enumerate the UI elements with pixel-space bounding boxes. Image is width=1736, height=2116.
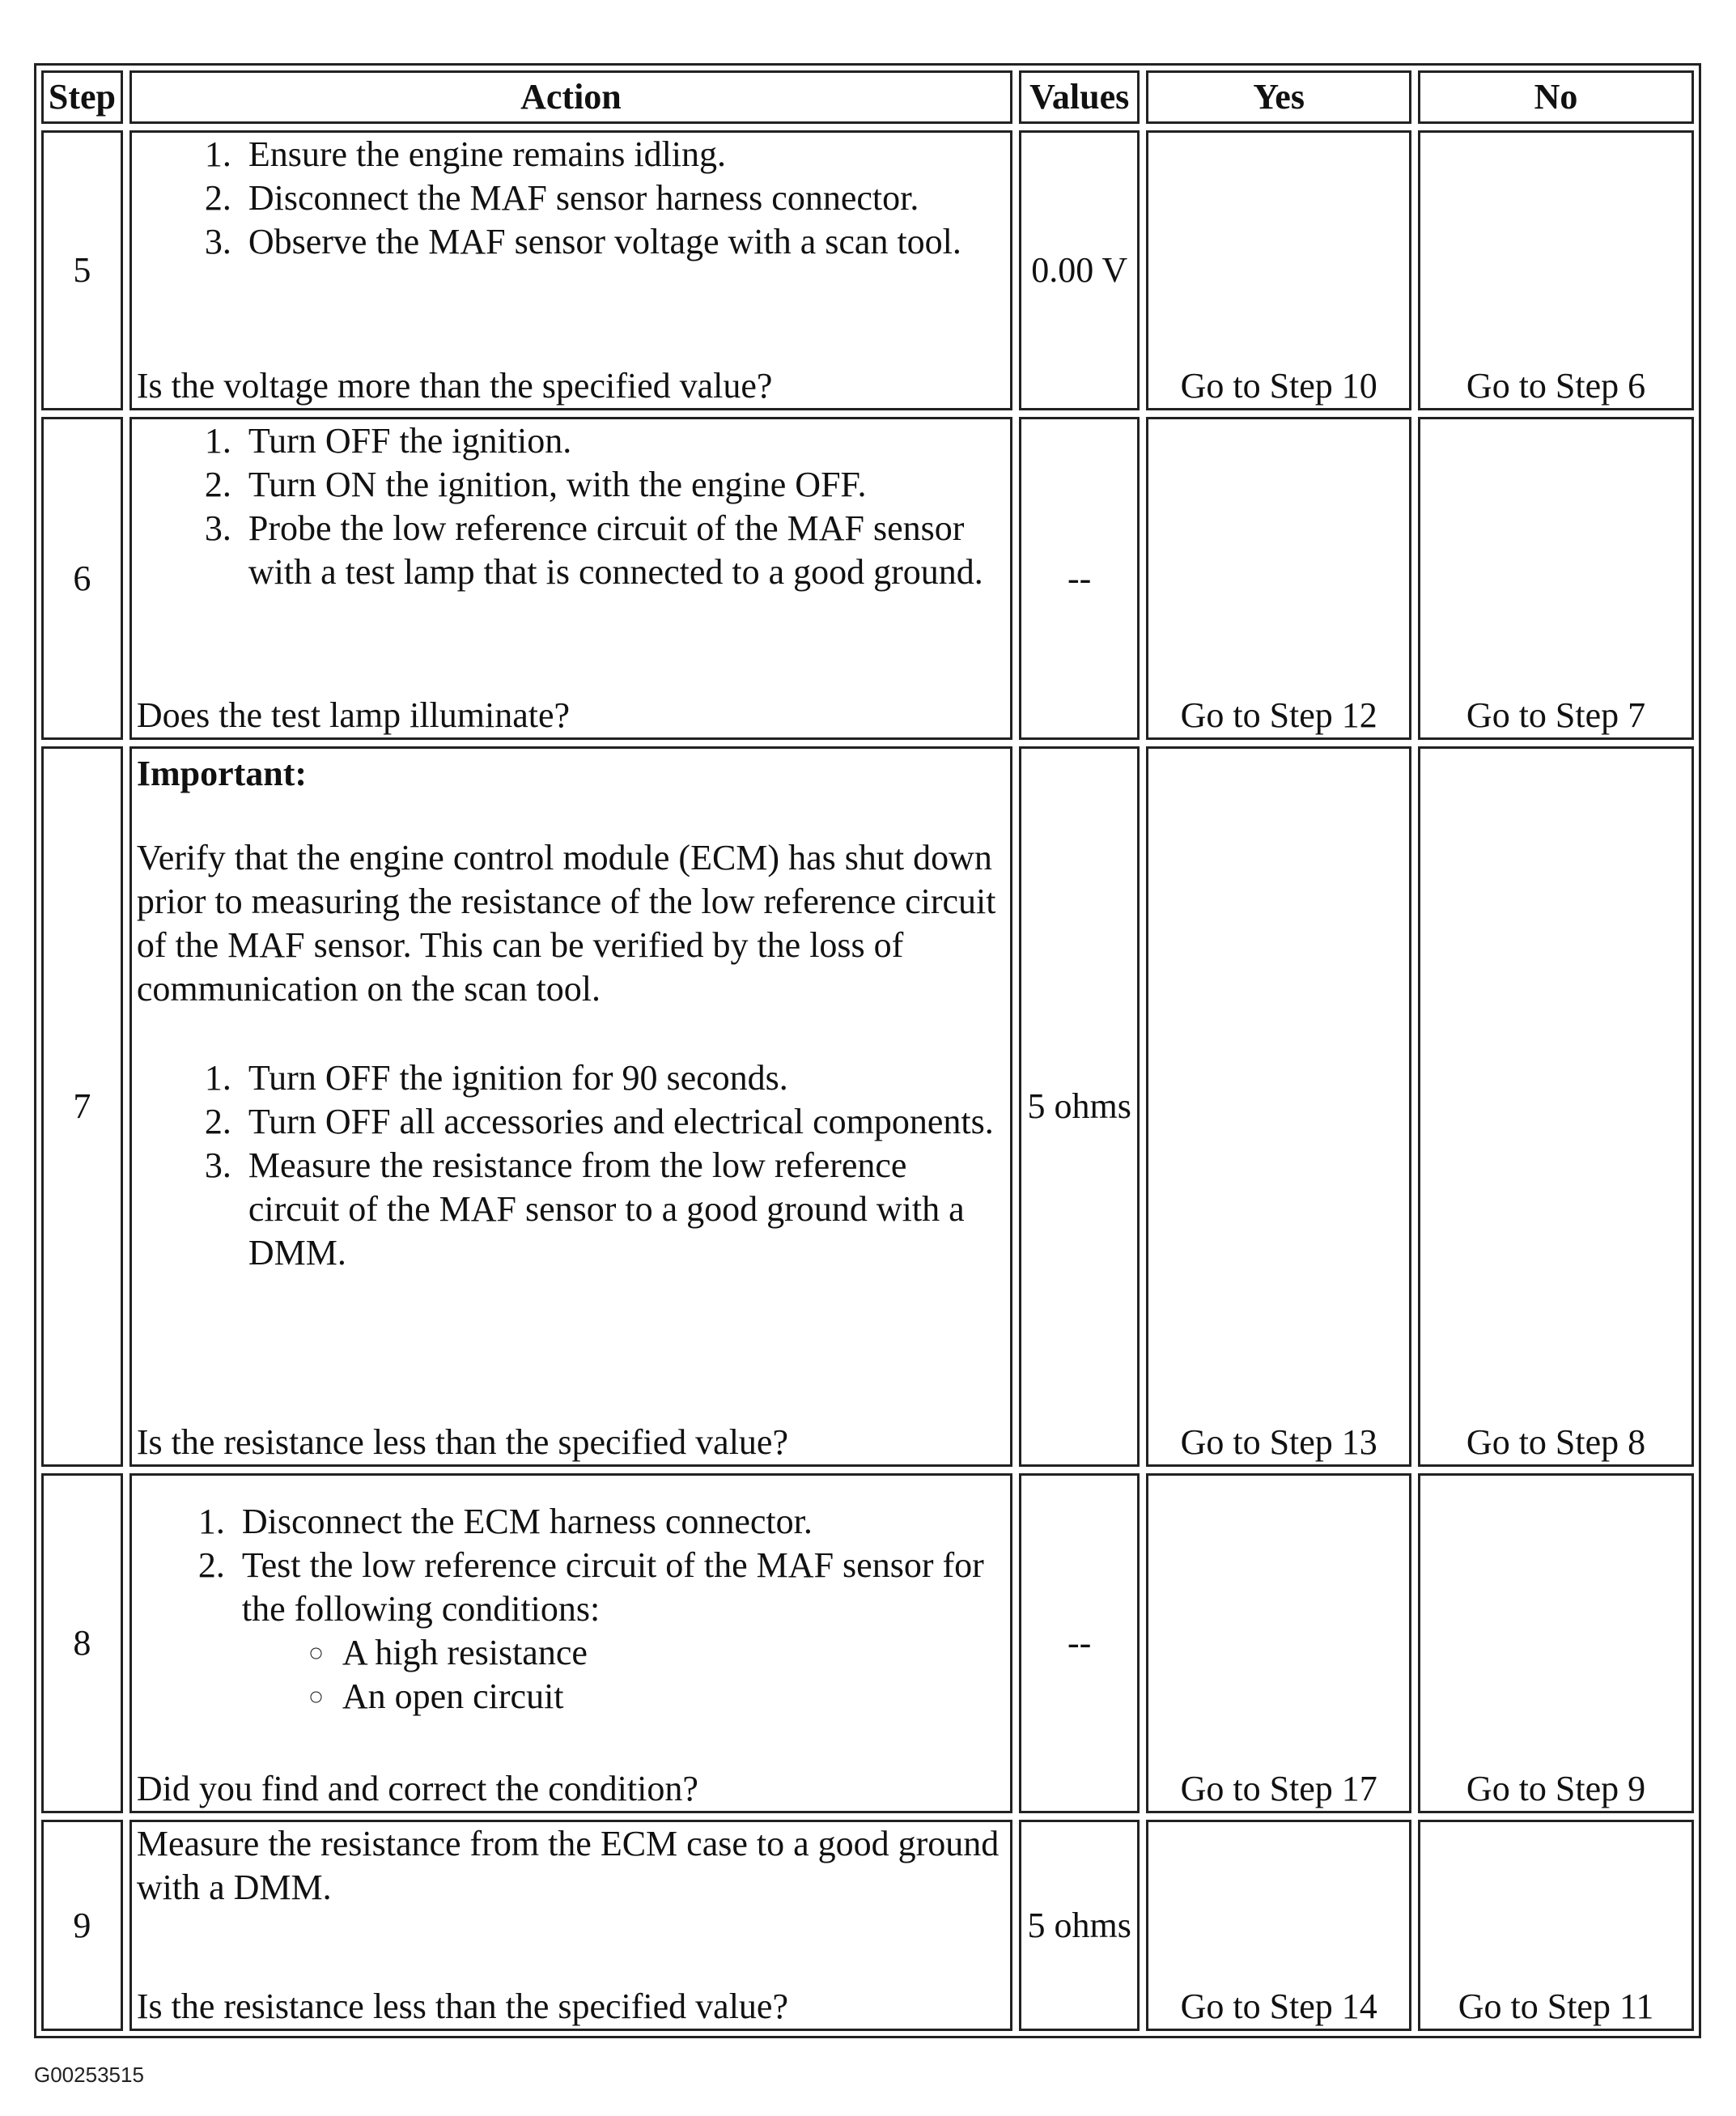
condition-item: ◦ An open circuit	[337, 1675, 1005, 1719]
action-step: 3. Observe the MAF sensor voltage with a scan tool.	[240, 220, 1005, 264]
header-row	[41, 70, 1694, 124]
action-question: Is the resistance less than the specified value?	[136, 1986, 788, 2026]
spec-value: --	[1019, 1473, 1140, 1813]
table-row-step-7	[41, 746, 1694, 1467]
step-number: 6	[41, 417, 123, 740]
action-cell	[129, 130, 1012, 410]
table-row-step-5	[41, 130, 1694, 410]
action-cell	[129, 1473, 1012, 1813]
diagnostic-table-frame	[34, 63, 1701, 2038]
action-question: Is the voltage more than the specified value?	[136, 366, 773, 406]
action-question: Does the test lamp illuminate?	[136, 695, 571, 735]
action-step: 1. Disconnect the ECM harness connector.	[234, 1500, 1005, 1544]
step-number: 9	[41, 1820, 123, 2031]
spec-value: --	[1019, 417, 1140, 740]
no-result: Go to Step 6	[1418, 130, 1694, 410]
action-step: 1. Turn OFF the ignition for 90 seconds.	[240, 1056, 1005, 1100]
no-result: Go to Step 7	[1418, 417, 1694, 740]
no-result: Go to Step 9	[1418, 1473, 1694, 1813]
action-question: Is the resistance less than the specified value?	[136, 1422, 788, 1462]
table-row-step-8	[41, 1473, 1694, 1813]
yes-result: Go to Step 12	[1146, 417, 1411, 740]
figure-id: G00253515	[34, 2063, 144, 2087]
action-text: Measure the resistance from the ECM case to a good ground with a DMM.	[136, 1824, 1000, 1907]
action-step: 3. Measure the resistance from the low reference circuit of the MAF sensor to a good ground with a DMM.	[240, 1144, 1005, 1275]
spec-value: 5 ohms	[1019, 746, 1140, 1467]
action-steps	[137, 1500, 1005, 1719]
action-step: 2. Disconnect the MAF sensor harness connector.	[240, 176, 1005, 220]
table-row-step-6	[41, 417, 1694, 740]
yes-result: Go to Step 17	[1146, 1473, 1411, 1813]
condition-list	[242, 1631, 1005, 1719]
action-cell	[129, 417, 1012, 740]
action-step: 1. Ensure the engine remains idling.	[240, 133, 1005, 176]
header-values: Values	[1019, 70, 1140, 124]
action-step: 2. Turn ON the ignition, with the engine OFF.	[240, 463, 1005, 507]
condition-item: ◦ A high resistance	[337, 1631, 1005, 1675]
header-yes: Yes	[1146, 70, 1411, 124]
action-cell	[129, 1820, 1012, 2031]
step-number: 7	[41, 746, 123, 1467]
action-step: 2. Turn OFF all accessories and electrical components.	[240, 1100, 1005, 1144]
action-step: 3. Probe the low reference circuit of the MAF sensor with a test lamp that is connected to a good ground.	[240, 507, 1005, 594]
header-step: Step	[41, 70, 123, 124]
step-number: 8	[41, 1473, 123, 1813]
header-action: Action	[129, 70, 1012, 124]
action-steps	[137, 133, 1005, 264]
action-steps	[137, 419, 1005, 594]
spec-value: 0.00 V	[1019, 130, 1140, 410]
yes-result: Go to Step 10	[1146, 130, 1411, 410]
action-step	[234, 1544, 1005, 1719]
action-question: Did you find and correct the condition?	[136, 1769, 698, 1808]
table-row-step-9	[41, 1820, 1694, 2031]
action-cell	[129, 746, 1012, 1467]
action-steps	[137, 1056, 1005, 1275]
diagnostic-table	[35, 64, 1700, 2037]
yes-result: Go to Step 14	[1146, 1820, 1411, 2031]
action-step: 1. Turn OFF the ignition.	[240, 419, 1005, 463]
step-number: 5	[41, 130, 123, 410]
header-no: No	[1418, 70, 1694, 124]
no-result: Go to Step 8	[1418, 746, 1694, 1467]
action-step-text: Test the low reference circuit of the MAF sensor for the following conditions:	[241, 1545, 984, 1629]
important-note: Verify that the engine control module (ECM) has shut down prior to measuring the resistance of the low reference circuit of the MAF sensor. This can be verified by the loss of communication on the scan tool.	[136, 838, 996, 1009]
yes-result: Go to Step 13	[1146, 746, 1411, 1467]
no-result: Go to Step 11	[1418, 1820, 1694, 2031]
spec-value: 5 ohms	[1019, 1820, 1140, 2031]
important-label: Important:	[136, 754, 308, 793]
